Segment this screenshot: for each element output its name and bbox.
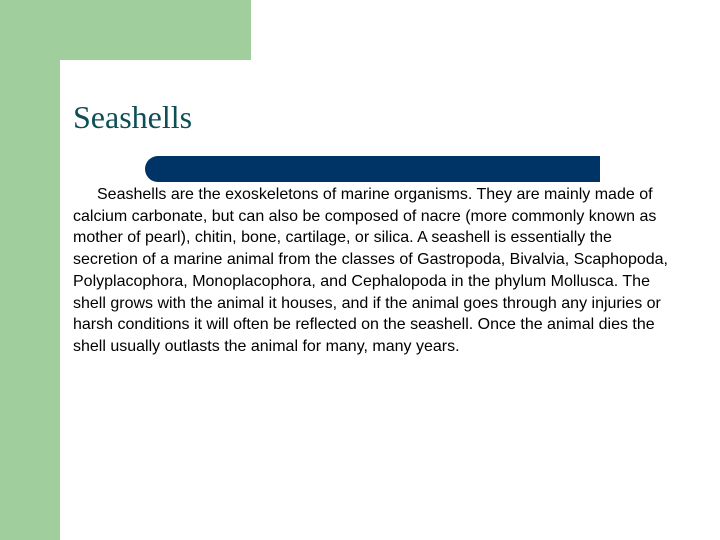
top-accent-band xyxy=(0,0,251,60)
left-accent-band xyxy=(0,0,60,540)
slide-title: Seashells xyxy=(73,99,193,135)
body-paragraph: Seashells are the exoskeletons of marine organisms. They are mainly made of calcium carbonate, but can also be composed of nacre (more commonly known as mother of pearl), chitin, bone, cartilage, or silica. A seashell is essentially the secretion of a marine animal from the classes of Gastropoda, Bivalvia, Scaphopoda, Polyplacophora, Monoplacophora, and Cephalopoda in the phylum Mollusca. The shell grows with the animal it houses, and if the animal goes through any injuries or harsh conditions it will often be reflected on the seashell. Once the animal dies the shell usually outlasts the animal for many, many years. xyxy=(73,186,668,355)
title-rule xyxy=(158,156,600,182)
